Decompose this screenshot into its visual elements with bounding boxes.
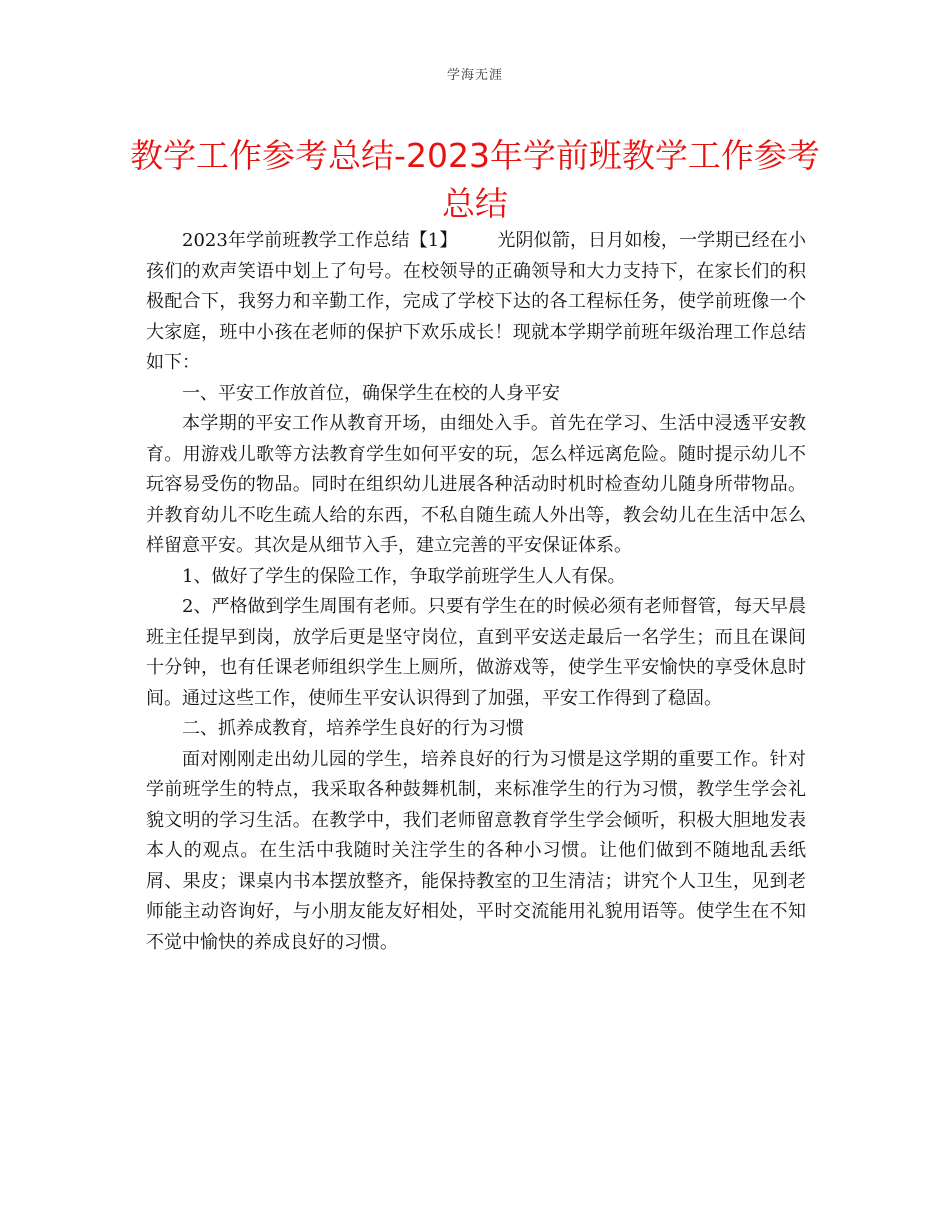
document-body [146,226,806,958]
paragraph-intro-text: 光阴似箭，日月如梭，一学期已经在小孩们的欢声笑语中划上了句号。在校领导的正确领导和大力支持下，在家长们的积极配合下，我努力和辛勤工作，完成了学校下达的各工程标任务，使学前班像一个大家庭，班中小孩在老师的保护下欢乐成长！现就本学期学前班年级治理工作总结如下： [146,230,807,373]
paragraph-intro-lead: 2023年学前班教学工作总结【1】 [182,230,458,251]
paragraph-safety: 本学期的平安工作从教育开场，由细处入手。首先在学习、生活中浸透平安教育。用游戏儿歌等方法教育学生如何平安的玩，怎么样远离危险。随时提示幼儿不玩容易受伤的物品。同时在组织幼儿进展各种活动时机时检查幼儿随身所带物品。并教育幼儿不吃生疏人给的东西，不私自随生疏人外出等，教会幼儿在生活中怎么样留意平安。其次是从细节入手，建立完善的平安保证体系。 [146,413,806,556]
page-header: 学海无涯 [446,68,503,83]
paragraph-intro [146,226,806,379]
paragraph-habits: 面对刚刚走出幼儿园的学生，培养良好的行为习惯是这学期的重要工作。针对学前班学生的特点，我采取各种鼓舞机制，来标准学生的行为习惯，教学生学会礼貌文明的学习生活。在教学中，我们老师留意教育学生学会倾听，积极大胆地发表本人的观点。在生活中我随时关注学生的各种小习惯。让他们做到不随地乱丢纸屑、果皮；课桌内书本摆放整齐，能保持教室的卫生清洁；讲究个人卫生，见到老师能主动咨询好，与小朋友能友好相处，平时交流能用礼貌用语等。使学生在不知不觉中愉快的养成良好的习惯。 [146,748,806,953]
document-title: 教学工作参考总结-2023年学前班教学工作参考总结 [130,136,820,223]
paragraph-insurance: 1、做好了学生的保险工作，争取学前班学生人人有保。 [182,565,626,587]
section-heading-2: 二、抓养成教育，培养学生良好的行为习惯 [182,718,524,739]
paragraph-supervision: 2、严格做到学生周围有老师。只要有学生在的时候必须有老师督管，每天早晨班主任提早到岗，放学后更是坚守岗位，直到平安送走最后一名学生；而且在课间十分钟，也有任课老师组织学生上厕所，做游戏等，使学生平安愉快的享受休息时间。通过这些工作，使师生平安认识得到了加强，平安工作得到了稳固。 [146,596,806,709]
section-heading-1: 一、平安工作放首位，确保学生在校的人身平安 [182,382,560,404]
